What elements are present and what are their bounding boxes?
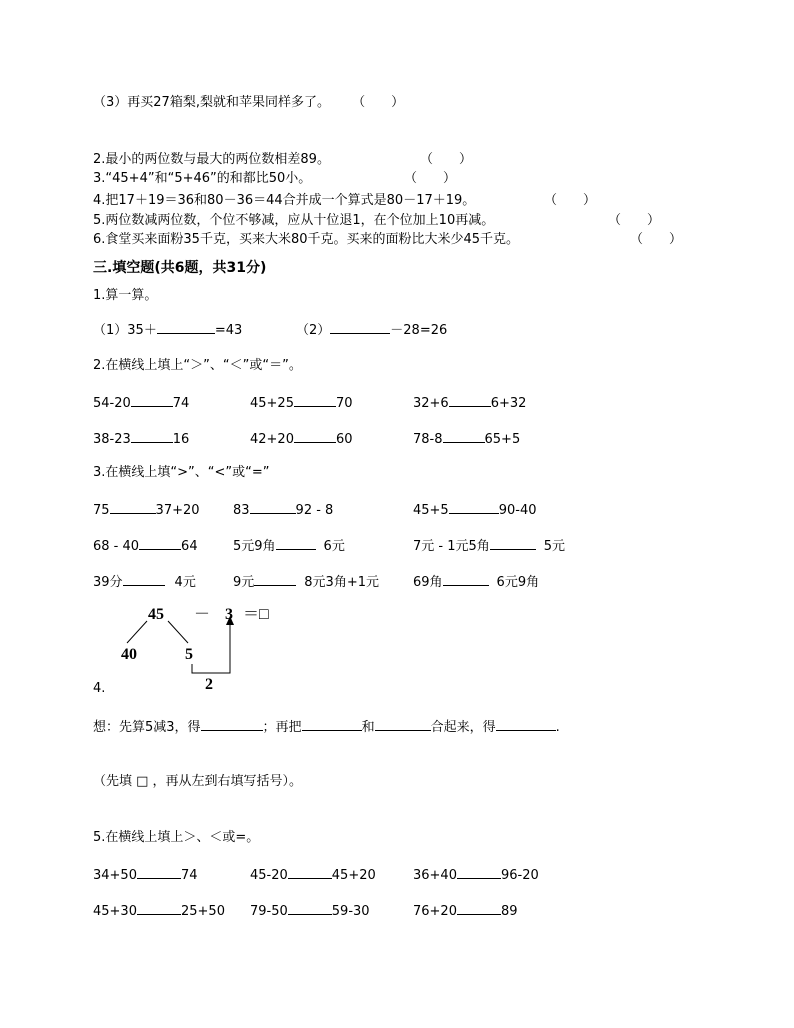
compare-left: 38-23	[93, 432, 131, 447]
compare-right: 37+20	[155, 503, 200, 518]
compare-item	[93, 865, 198, 885]
compare-left: 7元 - 1元5角	[413, 539, 490, 554]
compare-right: 89	[500, 904, 518, 919]
compare-item	[413, 901, 518, 921]
compare-item	[93, 536, 198, 556]
question-item	[93, 170, 311, 188]
compare-right: 6元	[323, 539, 345, 554]
answer-blank[interactable]	[490, 536, 536, 550]
compare-left: 54-20	[93, 396, 131, 411]
compare-left: 34+50	[93, 868, 137, 883]
question-text: 3.“45+4”和“5+46”的和都比50小。	[93, 171, 312, 186]
compare-left: 5元9角	[233, 539, 276, 554]
think-text: ；再把	[262, 720, 302, 735]
answer-blank[interactable]	[449, 393, 491, 407]
question-label: 5.在横线上填上＞、＜或=。	[93, 830, 260, 845]
compare-right: 16	[172, 432, 190, 447]
answer-blank[interactable]	[294, 393, 336, 407]
instruction-note: （先填 □ ，再从左到右填写括号）。	[93, 774, 303, 789]
question-item	[93, 94, 404, 112]
compare-right: 8元3角+1元	[304, 575, 379, 590]
answer-blank[interactable]	[496, 717, 556, 731]
diagram-number-5: 5	[185, 646, 193, 663]
answer-parentheses[interactable]: （ ）	[544, 193, 597, 208]
compare-left: 78-8	[413, 432, 443, 447]
answer-blank[interactable]	[302, 717, 362, 731]
question-text: 4.把17＋19＝36和80－36＝44合并成一个算式是80－17＋19。	[93, 193, 476, 208]
answer-blank[interactable]	[288, 901, 332, 915]
answer-blank[interactable]	[137, 865, 181, 879]
compare-left: 32+6	[413, 396, 449, 411]
answer-parentheses[interactable]: （ ）	[352, 95, 405, 110]
question-item	[93, 151, 330, 169]
calc-row	[93, 320, 242, 340]
compare-right: 74	[172, 396, 190, 411]
answer-blank[interactable]	[443, 572, 489, 586]
compare-item	[93, 572, 196, 592]
diagram-number-3: 3	[225, 606, 233, 623]
question-item	[93, 192, 475, 210]
compare-left: 39分	[93, 575, 123, 590]
answer-blank[interactable]	[250, 500, 296, 514]
answer-blank[interactable]	[294, 429, 336, 443]
answer-blank[interactable]	[137, 901, 181, 915]
compare-left: 75	[93, 503, 110, 518]
compare-right: 25+50	[180, 904, 225, 919]
compare-left: 42+20	[250, 432, 294, 447]
answer-blank[interactable]	[330, 320, 390, 334]
compare-right: 70	[335, 396, 353, 411]
compare-right: 6+32	[490, 396, 527, 411]
answer-blank[interactable]	[288, 865, 332, 879]
question-number: 4.	[93, 681, 106, 696]
answer-parentheses[interactable]: （ ）	[420, 152, 473, 167]
answer-blank[interactable]	[457, 901, 501, 915]
calc-suffix: =43	[214, 323, 243, 338]
answer-blank[interactable]	[276, 536, 316, 550]
answer-blank[interactable]	[123, 572, 165, 586]
compare-item	[93, 901, 225, 921]
question-label: 2.在横线上填上“＞”、“＜”或“＝”。	[93, 358, 302, 373]
answer-blank[interactable]	[254, 572, 296, 586]
compare-item	[413, 536, 565, 556]
compare-item	[250, 429, 353, 449]
compare-right: 6元9角	[496, 575, 540, 590]
question-text: 6.食堂买来面粉35千克，买来大米80千克。买来的面粉比大米少45千克。	[93, 232, 520, 247]
question-label: 1.算一算。	[93, 288, 158, 303]
compare-right: 64	[181, 539, 198, 554]
diagram-number-45: 45	[148, 606, 164, 623]
compare-left: 79-50	[250, 904, 288, 919]
compare-right: 74	[180, 868, 198, 883]
compare-left: 45-20	[250, 868, 288, 883]
question-text: （3）再买27箱梨,梨就和苹果同样多了。	[93, 95, 330, 110]
diagram-minus: －	[194, 606, 211, 623]
compare-right: 92 - 8	[295, 503, 334, 518]
compare-item	[250, 393, 353, 413]
question-text: 5.两位数减两位数，个位不够减，应从十位退1，在个位加上10再减。	[93, 213, 495, 228]
compare-item	[233, 572, 379, 592]
compare-item	[413, 572, 539, 592]
compare-right: 45+20	[331, 868, 376, 883]
answer-blank[interactable]	[157, 320, 215, 334]
compare-right: 4元	[174, 575, 196, 590]
diagram-number-2: 2	[205, 676, 213, 693]
compare-left: 45+5	[413, 503, 449, 518]
answer-blank[interactable]	[201, 717, 263, 731]
compare-item	[93, 429, 189, 449]
think-text: 和	[361, 720, 375, 735]
diagram-number-40: 40	[121, 646, 137, 663]
compare-left: 76+20	[413, 904, 457, 919]
answer-parentheses[interactable]: （ ）	[404, 171, 457, 186]
compare-item	[233, 500, 333, 520]
compare-left: 36+40	[413, 868, 457, 883]
compare-right: 65+5	[484, 432, 521, 447]
answer-parentheses[interactable]: （ ）	[630, 232, 683, 247]
compare-right: 60	[335, 432, 353, 447]
answer-blank[interactable]	[139, 536, 181, 550]
compare-left: 9元	[233, 575, 255, 590]
section-title: 三.填空题(共6题，共31分)	[93, 260, 267, 276]
compare-left: 45+25	[250, 396, 294, 411]
decomposition-diagram	[110, 600, 310, 700]
question-item	[93, 231, 519, 249]
calc-prefix: （1）35＋	[93, 323, 157, 338]
calc-suffix: －28=26	[390, 323, 448, 338]
compare-item	[93, 500, 200, 520]
compare-item	[413, 429, 520, 449]
compare-item	[233, 536, 345, 556]
think-text: 想：先算5减3，得	[93, 720, 201, 735]
question-item	[93, 212, 494, 230]
compare-item	[413, 393, 526, 413]
answer-blank[interactable]	[449, 500, 499, 514]
answer-blank[interactable]	[110, 500, 156, 514]
think-text: .	[555, 720, 560, 735]
compare-right: 90-40	[498, 503, 537, 518]
compare-left: 68 - 40	[93, 539, 140, 554]
answer-parentheses[interactable]: （ ）	[608, 213, 661, 228]
compare-right: 96-20	[500, 868, 539, 883]
compare-left: 83	[233, 503, 250, 518]
compare-item	[250, 865, 376, 885]
answer-blank[interactable]	[131, 429, 173, 443]
think-row	[93, 717, 560, 737]
answer-blank[interactable]	[131, 393, 173, 407]
answer-blank[interactable]	[375, 717, 431, 731]
calc-row	[296, 320, 447, 340]
compare-item	[413, 500, 537, 520]
compare-right: 59-30	[331, 904, 370, 919]
compare-item	[413, 865, 539, 885]
compare-left: 45+30	[93, 904, 137, 919]
compare-item	[93, 393, 189, 413]
answer-blank[interactable]	[457, 865, 501, 879]
question-label: 3.在横线上填“>”、“<”或“=”	[93, 465, 270, 480]
question-text: 2.最小的两位数与最大的两位数相差89。	[93, 152, 330, 167]
compare-item	[250, 901, 370, 921]
answer-blank[interactable]	[443, 429, 485, 443]
think-text: 合起来，得	[430, 720, 496, 735]
compare-left: 69角	[413, 575, 443, 590]
calc-prefix: （2）	[296, 323, 331, 338]
diagram-equals-box[interactable]: ＝□	[243, 606, 269, 623]
compare-right: 5元	[543, 539, 566, 554]
